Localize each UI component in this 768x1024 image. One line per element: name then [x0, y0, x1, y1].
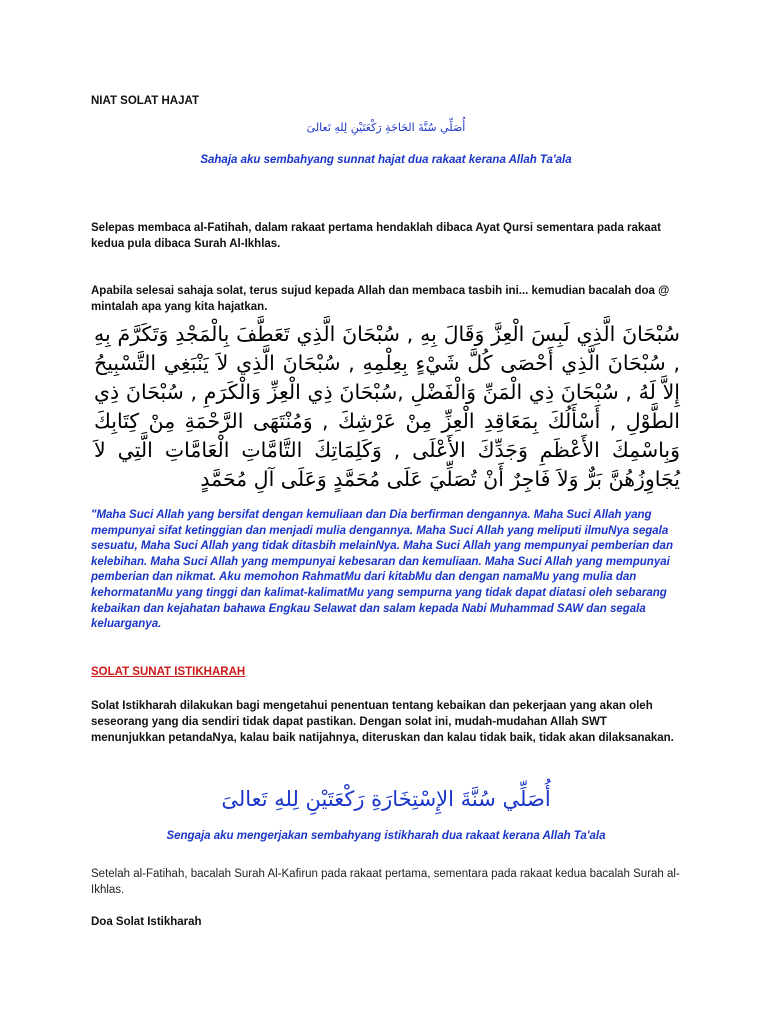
niat-hajat-translation: Sahaja aku sembahyang sunnat hajat dua rakaat kerana Allah Ta'ala	[200, 154, 572, 166]
niat-hajat-arabic: أُصَلِّي سُنَّةَ الحَاجَةِ رَكْعَتَيْنِ لِلهِ تَعالىَ	[306, 121, 466, 134]
niat-istikharah-arabic: أُصَلِّي سُنَّةَ الإِسْتِخَارَةِ رَكْعَتَيْنِ لِلهِ تَعالىَ	[221, 787, 551, 811]
tasbih-arabic: سُبْحَانَ الَّذِي لَبِسَ الْعِزَّ وَقَالَ بِهِ , سُبْحَانَ الَّذِي تَعَطَّفَ بِالْمَجْدِ وَتَكَرَّمَ بِهِ , سُبْحَانَ الَّذِي أَحْصَى كُلَّ شَيْءٍ بِعِلْمِهِ , سُبْحَانَ الَّذِي لاَ يَنْبَغِي التَّسْبِيحُ إِلاَّ لَهُ , سُبْحَانَ ذِي الْمَنِّ وَالْفَضْلِ ,سُبْحَانَ ذِي الْعِزِّ وَالْكَرَمِ , سُبْحَانَ ذِي الطَّوْلِ , أَسْأَلُكَ بِمَعَاقِدِ الْعِزِّ مِنْ عَرْشِكَ , وَمُنْتَهَى الرَّحْمَةِ مِنْ كِتَابِكَ وَبِاسْمِكَ الأَعْظَمِ وَجَدِّكَ الأَعْلَى , وَكَلِمَاتِكَ التَّامَّاتِ الْعَامَّاتِ الَّتِي لاَ يُجَاوِزُهُنَّ بَرٌّ وَلاَ فَاجِرٌ أَنْ تُصَلِّيَ عَلَى مُحَمَّدٍ وَعَلَى آلِ مُحَمَّدٍ	[94, 322, 680, 491]
page-title: NIAT SOLAT HAJAT	[91, 95, 199, 107]
tasbih-translation: "Maha Suci Allah yang bersifat dengan kemuliaan dan Dia berfirman dengannya. Maha Suci Allah yang mempunyai sifat ketinggian dan menjadi mulia dengannya. Maha Suci Allah yang meliputi ilmuNya segala sesuatu, Maha Suci Allah yang tidak ditasbih melainNya. Maha Suci Allah yang mempunyai pemberian dan kelebihan. Maha Suci Allah yang mempunyai kebesaran dan kemuliaan. Maha Suci Allah yang mempunyai pemberian dan nikmat. Aku memohon RahmatMu dari kitabMu dan dengan namaMu yang mulia dan kehormatanMu yang tinggi dan kalimat-kalimatMu yang sempurna yang tidak dapat diatasi oleh sebarang kebaikan dan kejahatan bahawa Engkau Selawat dan salam kepada Nabi Muhammad SAW dan segala keluarganya.	[91, 509, 673, 631]
doa-istikharah-heading: Doa Solat Istikharah	[91, 916, 202, 928]
paragraph-fatihah: Selepas membaca al-Fatihah, dalam rakaat pertama hendaklah dibaca Ayat Qursi sementara pada rakaat kedua pula dibaca Surah Al-Ikhlas.	[91, 222, 661, 250]
istikharah-heading: SOLAT SUNAT ISTIKHARAH	[91, 666, 246, 678]
paragraph-istikharah-surah: Setelah al-Fatihah, bacalah Surah Al-Kafirun pada rakaat pertama, sementara pada rakaat kedua bacalah Surah al-Ikhlas.	[91, 868, 680, 896]
niat-istikharah-translation: Sengaja aku mengerjakan sembahyang istikharah dua rakaat kerana Allah Ta'ala	[166, 830, 606, 842]
paragraph-sujud: Apabila selesai sahaja solat, terus sujud kepada Allah dan membaca tasbih ini... kemudian bacalah doa @ mintalah apa yang kita hajatkan.	[91, 285, 670, 313]
paragraph-istikharah: Solat Istikharah dilakukan bagi mengetahui penentuan tentang kebaikan dan pekerjaan yang akan oleh seseorang yang dia sendiri tidak dapat pastikan. Dengan solat ini, mudah-mudahan Allah SWT menunjukkan petandaNya, kalau baik natijahnya, diteruskan dan kalau tidak baik, tidak akan dilaksanakan.	[91, 700, 674, 744]
